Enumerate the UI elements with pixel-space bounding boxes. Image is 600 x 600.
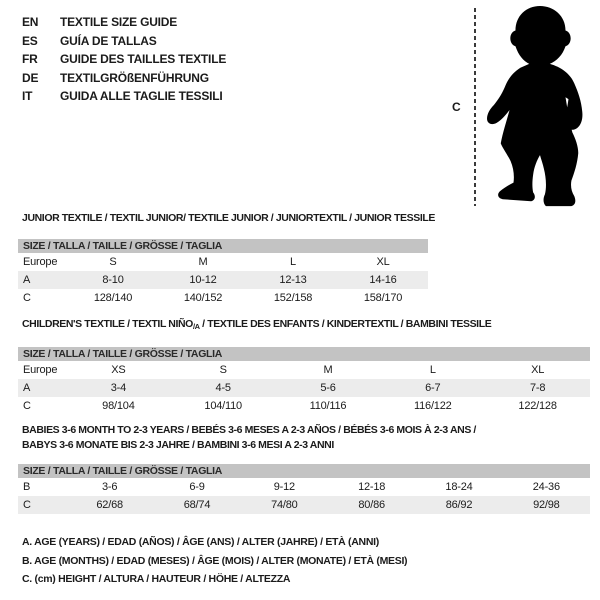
- babies-title-line2: BABYS 3-6 MONATE BIS 2-3 JAHRE / BAMBINI 3-6 MESI A 2-3 ANNI: [22, 439, 334, 451]
- value-cell: 6-9: [189, 481, 205, 493]
- value-cell: 128/140: [93, 292, 133, 304]
- height-measure-label: C: [452, 100, 461, 114]
- table-row: [18, 379, 590, 397]
- row-label: Europe: [23, 364, 58, 376]
- language-row-en: [22, 13, 226, 32]
- table-row: [18, 361, 590, 379]
- value-cell: 122/128: [518, 400, 557, 412]
- language-code: DE: [22, 70, 39, 85]
- size-cell: M: [198, 256, 208, 268]
- babies-size-table: [18, 464, 590, 514]
- language-code: IT: [22, 89, 33, 103]
- value-cell: 4-5: [215, 382, 231, 394]
- value-cell: 68/74: [183, 499, 211, 511]
- size-cell: L: [290, 256, 296, 268]
- value-cell: 5-6: [320, 382, 336, 394]
- row-label: B: [23, 481, 31, 493]
- value-cell: 98/104: [102, 400, 135, 412]
- footnotes: [22, 533, 407, 589]
- language-row-de: [22, 69, 226, 88]
- value-cell: 110/116: [309, 400, 347, 412]
- language-code: ES: [22, 33, 38, 48]
- height-measure-dashed-line: [474, 8, 476, 206]
- size-cell: XL: [531, 364, 545, 376]
- value-cell: 152/158: [273, 292, 313, 304]
- value-cell: 6-7: [425, 382, 441, 394]
- table-row: [18, 271, 428, 289]
- language-code: FR: [22, 52, 38, 66]
- language-code: EN: [22, 15, 39, 29]
- language-row-es: [22, 32, 226, 51]
- table-row: [18, 496, 590, 514]
- table-row: [18, 253, 428, 271]
- baby-silhouette-icon: [481, 4, 599, 212]
- row-label: C: [23, 400, 31, 412]
- row-label: C: [23, 292, 31, 304]
- children-title-pre: CHILDREN'S TEXTILE / TEXTIL NIÑO: [22, 318, 193, 330]
- value-cell: 62/68: [96, 499, 123, 511]
- junior-size-header-bar: SIZE / TALLA / TAILLE / GRÖSSE / TAGLIA: [18, 239, 428, 253]
- footnote-b: B. AGE (MONTHS) / EDAD (MESES) / ÂGE (MOIS) / ALTER (MONATE) / ETÀ (MESI): [22, 554, 408, 567]
- footnote-a: A. AGE (YEARS) / EDAD (AÑOS) / ÂGE (ANS) / ALTER (JAHRE) / ETÀ (ANNI): [22, 536, 379, 548]
- junior-section-title: JUNIOR TEXTILE / TEXTIL JUNIOR/ TEXTILE JUNIOR / JUNIORTEXTIL / JUNIOR TESSILE: [22, 212, 435, 224]
- value-cell: 14-16: [369, 274, 397, 286]
- value-cell: 86/92: [445, 499, 473, 511]
- children-title-subscript: /A: [192, 322, 200, 331]
- language-label: GUIDA ALLE TAGLIE TESSILI: [60, 89, 223, 103]
- babies-section-title: [22, 423, 476, 453]
- value-cell: 18-24: [445, 481, 473, 493]
- value-cell: 12-13: [279, 274, 307, 286]
- value-cell: 74/80: [271, 499, 298, 511]
- size-cell: S: [109, 256, 117, 268]
- value-cell: 7-8: [529, 382, 546, 394]
- size-cell: L: [429, 364, 436, 376]
- value-cell: 3-6: [102, 481, 118, 493]
- value-cell: 158/170: [363, 292, 403, 304]
- value-cell: 140/152: [183, 292, 223, 304]
- language-row-it: [22, 87, 226, 106]
- size-cell: XS: [111, 364, 126, 376]
- language-label: GUÍA DE TALLAS: [60, 33, 157, 48]
- row-label: A: [23, 274, 31, 286]
- value-cell: 10-12: [189, 274, 217, 286]
- language-label: GUIDE DES TAILLES TEXTILE: [60, 52, 227, 66]
- value-cell: 116/122: [414, 400, 452, 412]
- language-row-fr: [22, 50, 226, 69]
- row-label: A: [23, 382, 31, 394]
- table-row: [18, 478, 590, 496]
- children-size-table: [18, 347, 590, 415]
- value-cell: 8-10: [102, 274, 124, 286]
- language-label: TEXTILGRÖßENFÜHRUNG: [60, 70, 209, 85]
- size-cell: S: [219, 364, 227, 376]
- size-cell: XL: [376, 256, 390, 268]
- value-cell: 9-12: [273, 481, 295, 493]
- children-size-header-bar: SIZE / TALLA / TAILLE / GRÖSSE / TAGLIA: [18, 347, 590, 361]
- children-title-post: / TEXTILE DES ENFANTS / KINDERTEXTIL / BAMBINI TESSILE: [199, 318, 492, 330]
- table-row: [18, 289, 428, 307]
- row-label: C: [23, 499, 31, 511]
- table-row: [18, 397, 590, 415]
- row-label: Europe: [23, 256, 58, 268]
- value-cell: 12-18: [358, 481, 386, 493]
- value-cell: 80/86: [358, 499, 385, 511]
- children-section-title: [22, 317, 491, 334]
- value-cell: 24-36: [532, 481, 560, 493]
- size-cell: M: [323, 364, 333, 376]
- footnote-c: C. (cm) HEIGHT / ALTURA / HAUTEUR / HÖHE / ALTEZZA: [22, 573, 291, 585]
- value-cell: 104/110: [204, 400, 242, 412]
- value-cell: 92/98: [533, 499, 560, 511]
- language-list: [22, 13, 226, 106]
- value-cell: 3-4: [110, 382, 127, 394]
- language-label: TEXTILE SIZE GUIDE: [60, 15, 178, 29]
- junior-size-table: [18, 239, 428, 307]
- babies-size-header-bar: SIZE / TALLA / TAILLE / GRÖSSE / TAGLIA: [18, 464, 590, 478]
- babies-title-line1: BABIES 3-6 MONTH TO 2-3 YEARS / BEBÉS 3-6 MESES A 2-3 AÑOS / BÉBÉS 3-6 MOIS À 2-3 ANS /: [22, 424, 476, 436]
